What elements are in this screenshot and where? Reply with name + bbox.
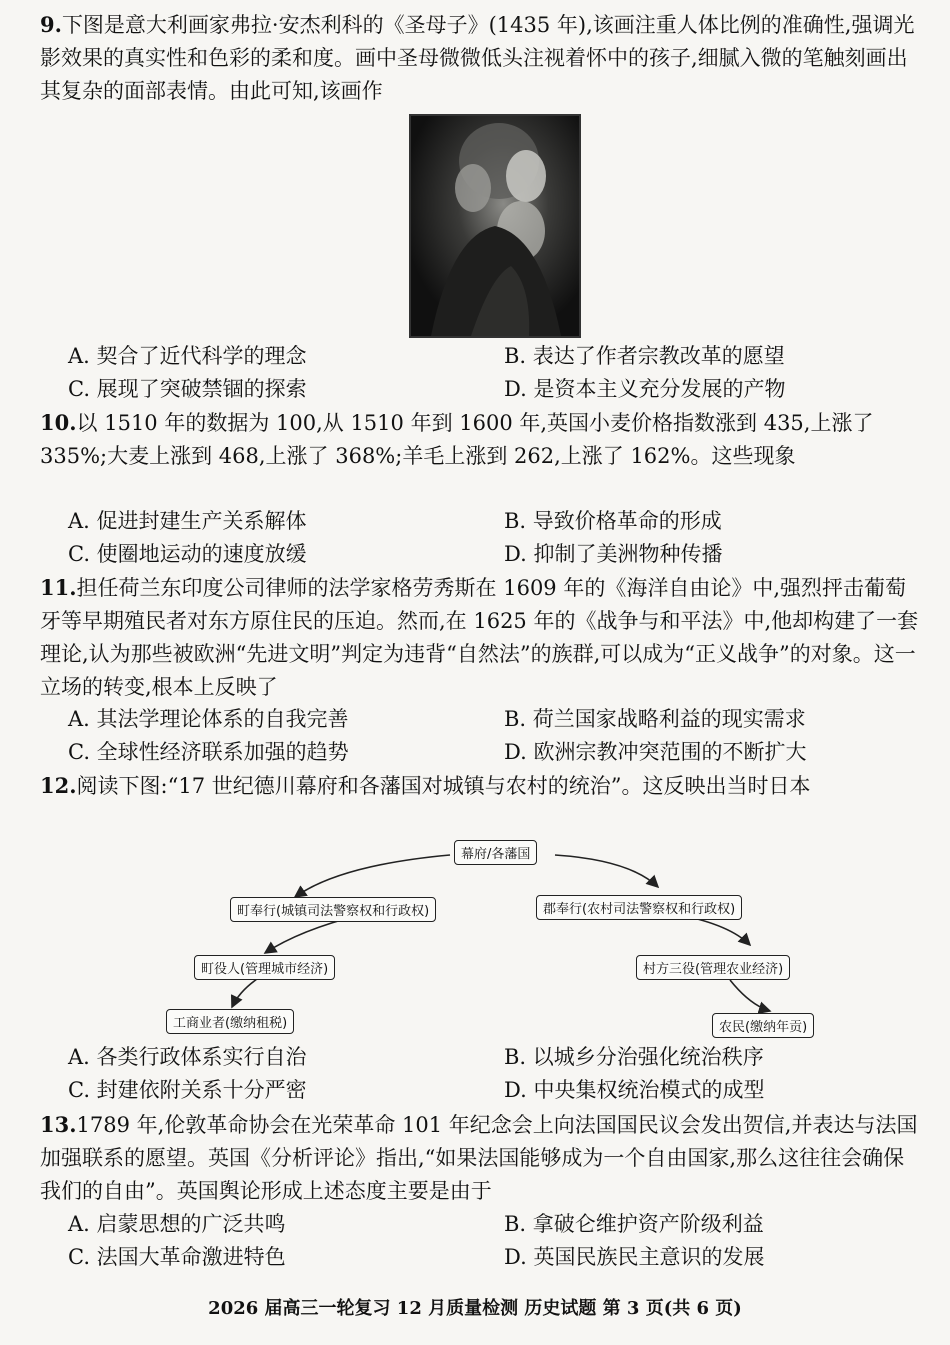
arrow-right-2-3 [730, 980, 770, 1011]
option-c[interactable]: C. 使圈地运动的速度放缓 [68, 542, 307, 566]
question-text: 担任荷兰东印度公司律师的法学家格劳秀斯在 1609 年的《海洋自由论》中,强烈抨击葡萄牙等早期殖民者对东方原住民的压迫。然而,在 1625 年的《战争与和平法》中,他却构建了一套理论,认为那些被欧洲“先进文明”判定为违背“自然法”的族群,可以成为“正义战争”的对象。这一立场的转变,根本上反映了 [40, 576, 919, 699]
option-d[interactable]: D. 中央集权统治模式的成型 [504, 1078, 765, 1102]
question-13-stem [40, 1108, 925, 1208]
question-text: 下图是意大利画家弗拉·安杰利科的《圣母子》(1435 年),该画注重人体比例的准确性,强调光影效果的真实性和色彩的柔和度。画中圣母微微低头注视着怀中的孩子,细腻入微的笔触刻画出其复杂的面部表情。由此可知,该画作 [40, 13, 915, 103]
option-c[interactable]: C. 法国大革命激进特色 [68, 1245, 286, 1269]
question-number: 10. [40, 410, 77, 435]
diagram-town-magistrate-box: 町奉行(城镇司法警察权和行政权) [230, 897, 436, 922]
question-10-options [40, 505, 925, 571]
question-9-stem [40, 8, 925, 108]
option-a[interactable]: A. 各类行政体系实行自治 [68, 1045, 307, 1069]
option-d[interactable]: D. 英国民族民主意识的发展 [504, 1245, 765, 1269]
question-11 [40, 571, 925, 704]
option-b[interactable]: B. 拿破仑维护资产阶级利益 [504, 1212, 764, 1236]
question-number: 12. [40, 773, 77, 798]
question-12-stem [40, 769, 925, 803]
question-9 [40, 8, 925, 108]
question-10 [40, 406, 925, 473]
question-12-options [40, 1041, 925, 1107]
diagram-village-officials-box: 村方三役(管理农业经济) [636, 955, 790, 980]
option-a[interactable]: A. 启蒙思想的广泛共鸣 [68, 1212, 286, 1236]
diagram-root-box: 幕府/各藩国 [454, 840, 537, 865]
option-c[interactable]: C. 展现了突破禁锢的探索 [68, 377, 307, 401]
madonna-and-child-painting [409, 114, 581, 338]
question-9-options [40, 340, 925, 406]
diagram-town-officials-box: 町役人(管理城市经济) [194, 955, 335, 980]
question-number: 11. [40, 575, 77, 600]
option-a[interactable]: A. 契合了近代科学的理念 [68, 344, 307, 368]
diagram-county-magistrate-box: 郡奉行(农村司法警察权和行政权) [536, 895, 742, 920]
arrow-root-right [555, 855, 658, 887]
question-13-options [40, 1208, 925, 1274]
option-a[interactable]: A. 促进封建生产关系解体 [68, 509, 307, 533]
option-d[interactable]: D. 是资本主义充分发展的产物 [504, 377, 786, 401]
question-11-options [40, 703, 925, 769]
question-number: 13. [40, 1112, 77, 1137]
option-c[interactable]: C. 全球性经济联系加强的趋势 [68, 740, 349, 764]
question-13 [40, 1108, 925, 1208]
question-12 [40, 769, 925, 803]
option-b[interactable]: B. 荷兰国家战略利益的现实需求 [504, 707, 806, 731]
option-c[interactable]: C. 封建依附关系十分严密 [68, 1078, 307, 1102]
question-text: 阅读下图:“17 世纪德川幕府和各藩国对城镇与农村的统治”。这反映出当时日本 [76, 774, 811, 798]
option-d[interactable]: D. 抑制了美洲物种传播 [504, 542, 723, 566]
painting-image [411, 116, 579, 336]
diagram-merchants-box: 工商业者(缴纳租税) [166, 1009, 294, 1034]
option-a[interactable]: A. 其法学理论体系的自我完善 [68, 707, 349, 731]
question-text: 1789 年,伦敦革命协会在光荣革命 101 年纪念会上向法国国民议会发出贺信,并表达与法国加强联系的愿望。英国《分析评论》指出,“如果法国能够成为一个自由国家,那么这往往会确保我们的自由”。英国舆论形成上述态度主要是由于 [40, 1113, 918, 1203]
option-b[interactable]: B. 导致价格革命的形成 [504, 509, 722, 533]
arrow-root-left [295, 855, 450, 897]
question-number: 9. [40, 12, 62, 37]
question-text: 以 1510 年的数据为 100,从 1510 年到 1600 年,英国小麦价格指数涨到 435,上涨了 335%;大麦上涨到 468,上涨了 368%;羊毛上涨到 262,上涨了 162%。这些现象 [40, 411, 874, 468]
governance-diagram [160, 835, 840, 1045]
question-11-stem [40, 571, 925, 704]
question-10-stem [40, 406, 925, 473]
option-d[interactable]: D. 欧洲宗教冲突范围的不断扩大 [504, 740, 807, 764]
arrow-left-2-3 [232, 977, 260, 1007]
option-b[interactable]: B. 以城乡分治强化统治秩序 [504, 1045, 764, 1069]
page-footer: 2026 届高三一轮复习 12 月质量检测 历史试题 第 3 页(共 6 页) [208, 1298, 742, 1319]
option-b[interactable]: B. 表达了作者宗教改革的愿望 [504, 344, 785, 368]
diagram-farmers-box: 农民(缴纳年贡) [712, 1013, 814, 1038]
